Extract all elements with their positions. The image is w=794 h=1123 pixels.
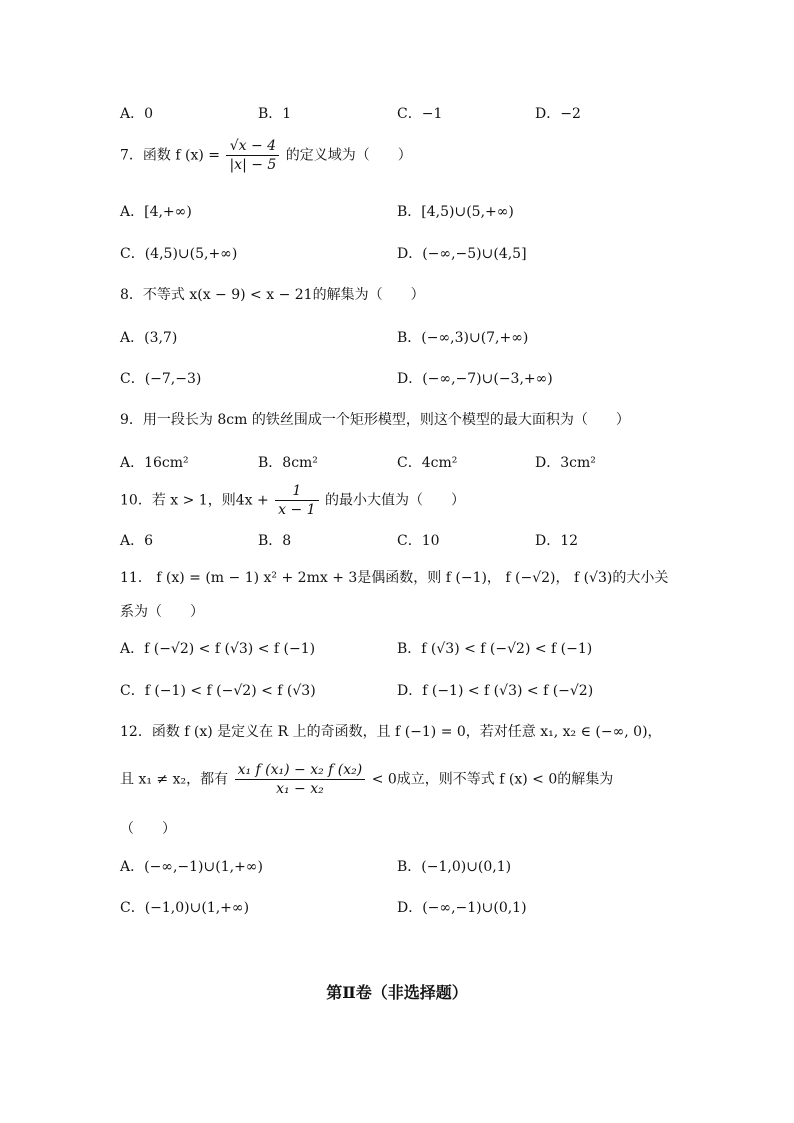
q9-options — [120, 452, 740, 476]
q11-option-a: A．f (−√2) < f (√3) < f (−1) — [120, 641, 316, 657]
q10-option-b: B．8 — [258, 533, 292, 549]
q6-options — [120, 103, 740, 127]
q10-prefix: 10．若 x > 1，则4x + — [120, 492, 269, 509]
q11-options-row2 — [120, 680, 740, 704]
q12-denominator: x₁ − x₂ — [276, 781, 324, 797]
q8-stem: 8．不等式 x(x − 9) < x − 21的解集为（ ） — [120, 287, 425, 303]
q9-stem: 9．用一段长为 8cm 的铁丝围成一个矩形模型，则这个模型的最大面积为（ ） — [120, 412, 630, 428]
q9-option-b: B．8cm² — [258, 455, 318, 471]
q7-suffix: 的定义域为（ ） — [285, 147, 412, 164]
q12-options-row2 — [120, 897, 740, 921]
q6-option-c: C．−1 — [397, 106, 443, 122]
q12-prefix: 且 x₁ ≠ x₂，都有 — [120, 771, 229, 788]
q7-prefix: 7．函数 f (x) = — [120, 147, 220, 164]
q7-options-row2 — [120, 243, 740, 267]
q11-option-c: C．f (−1) < f (−√2) < f (√3) — [120, 683, 316, 699]
q12-options-row1 — [120, 856, 740, 880]
q12-suffix: < 0成立，则不等式 f (x) < 0的解集为 — [371, 771, 614, 788]
section-title: 第Ⅱ卷（非选择题） — [326, 983, 468, 1002]
q7-fraction — [226, 138, 279, 173]
q12-option-d: D．(−∞,−1)∪(0,1) — [397, 900, 527, 916]
q12-answer-paren: （ ） — [120, 821, 176, 837]
q10-stem — [120, 483, 734, 518]
q11-options-row1 — [120, 638, 740, 662]
q6-option-a: A．0 — [120, 106, 154, 122]
q10-option-a: A．6 — [120, 533, 154, 549]
q12-numerator: x₁ f (x₁) − x₂ f (x₂) — [235, 762, 366, 780]
q6-option-d: D．−2 — [535, 106, 581, 122]
q12-option-a: A．(−∞,−1)∪(1,+∞) — [120, 859, 263, 875]
q7-option-d: D．(−∞,−5)∪(4,5] — [397, 246, 527, 262]
q12-fraction — [235, 762, 366, 797]
q11-option-d: D．f (−1) < f (√3) < f (−√2) — [397, 683, 594, 699]
q8-options-row2 — [120, 368, 740, 392]
q7-option-b: B．[4,5)∪(5,+∞) — [397, 204, 514, 220]
q10-option-c: C．10 — [397, 533, 440, 549]
q6-option-b: B．1 — [258, 106, 292, 122]
q8-option-c: C．(−7,−3) — [120, 371, 202, 387]
q12-option-c: C．(−1,0)∪(1,+∞) — [120, 900, 250, 916]
q10-denominator: x − 1 — [278, 502, 316, 518]
q11-stem-line2: 系为（ ） — [120, 604, 204, 620]
q10-suffix: 的最小大值为（ ） — [325, 492, 466, 509]
q7-stem — [120, 138, 734, 173]
q12-stem-line1: 12．函数 f (x) 是定义在 R 上的奇函数，且 f (−1) = 0，若对任意 x₁, x₂ ∈ (−∞, 0)， — [120, 724, 662, 740]
q10-option-d: D．12 — [535, 533, 579, 549]
q7-option-a: A．[4,+∞) — [120, 204, 192, 220]
q12-option-b: B．(−1,0)∪(0,1) — [397, 859, 512, 875]
q7-denominator: |x| − 5 — [229, 157, 277, 173]
q11-option-b: B．f (√3) < f (−√2) < f (−1) — [397, 641, 593, 657]
q7-options-row1 — [120, 201, 740, 225]
q10-numerator: 1 — [275, 483, 318, 501]
q7-numerator: √x − 4 — [226, 138, 279, 156]
q9-option-c: C．4cm² — [397, 455, 458, 471]
q12-stem-line2 — [120, 762, 734, 797]
q8-options-row1 — [120, 327, 740, 351]
q9-option-d: D．3cm² — [535, 455, 596, 471]
q8-option-b: B．(−∞,3)∪(7,+∞) — [397, 330, 529, 346]
q9-option-a: A．16cm² — [120, 455, 189, 471]
q10-fraction — [275, 483, 318, 518]
q7-option-c: C．(4,5)∪(5,+∞) — [120, 246, 238, 262]
q8-option-d: D．(−∞,−7)∪(−3,+∞) — [397, 371, 553, 387]
q10-options — [120, 530, 740, 554]
q8-option-a: A．(3,7) — [120, 330, 178, 346]
q11-stem-line1: 11． f (x) = (m − 1) x² + 2mx + 3是偶函数，则 f (−1)， f (−√2)， f (√3)的大小关 — [120, 570, 669, 586]
